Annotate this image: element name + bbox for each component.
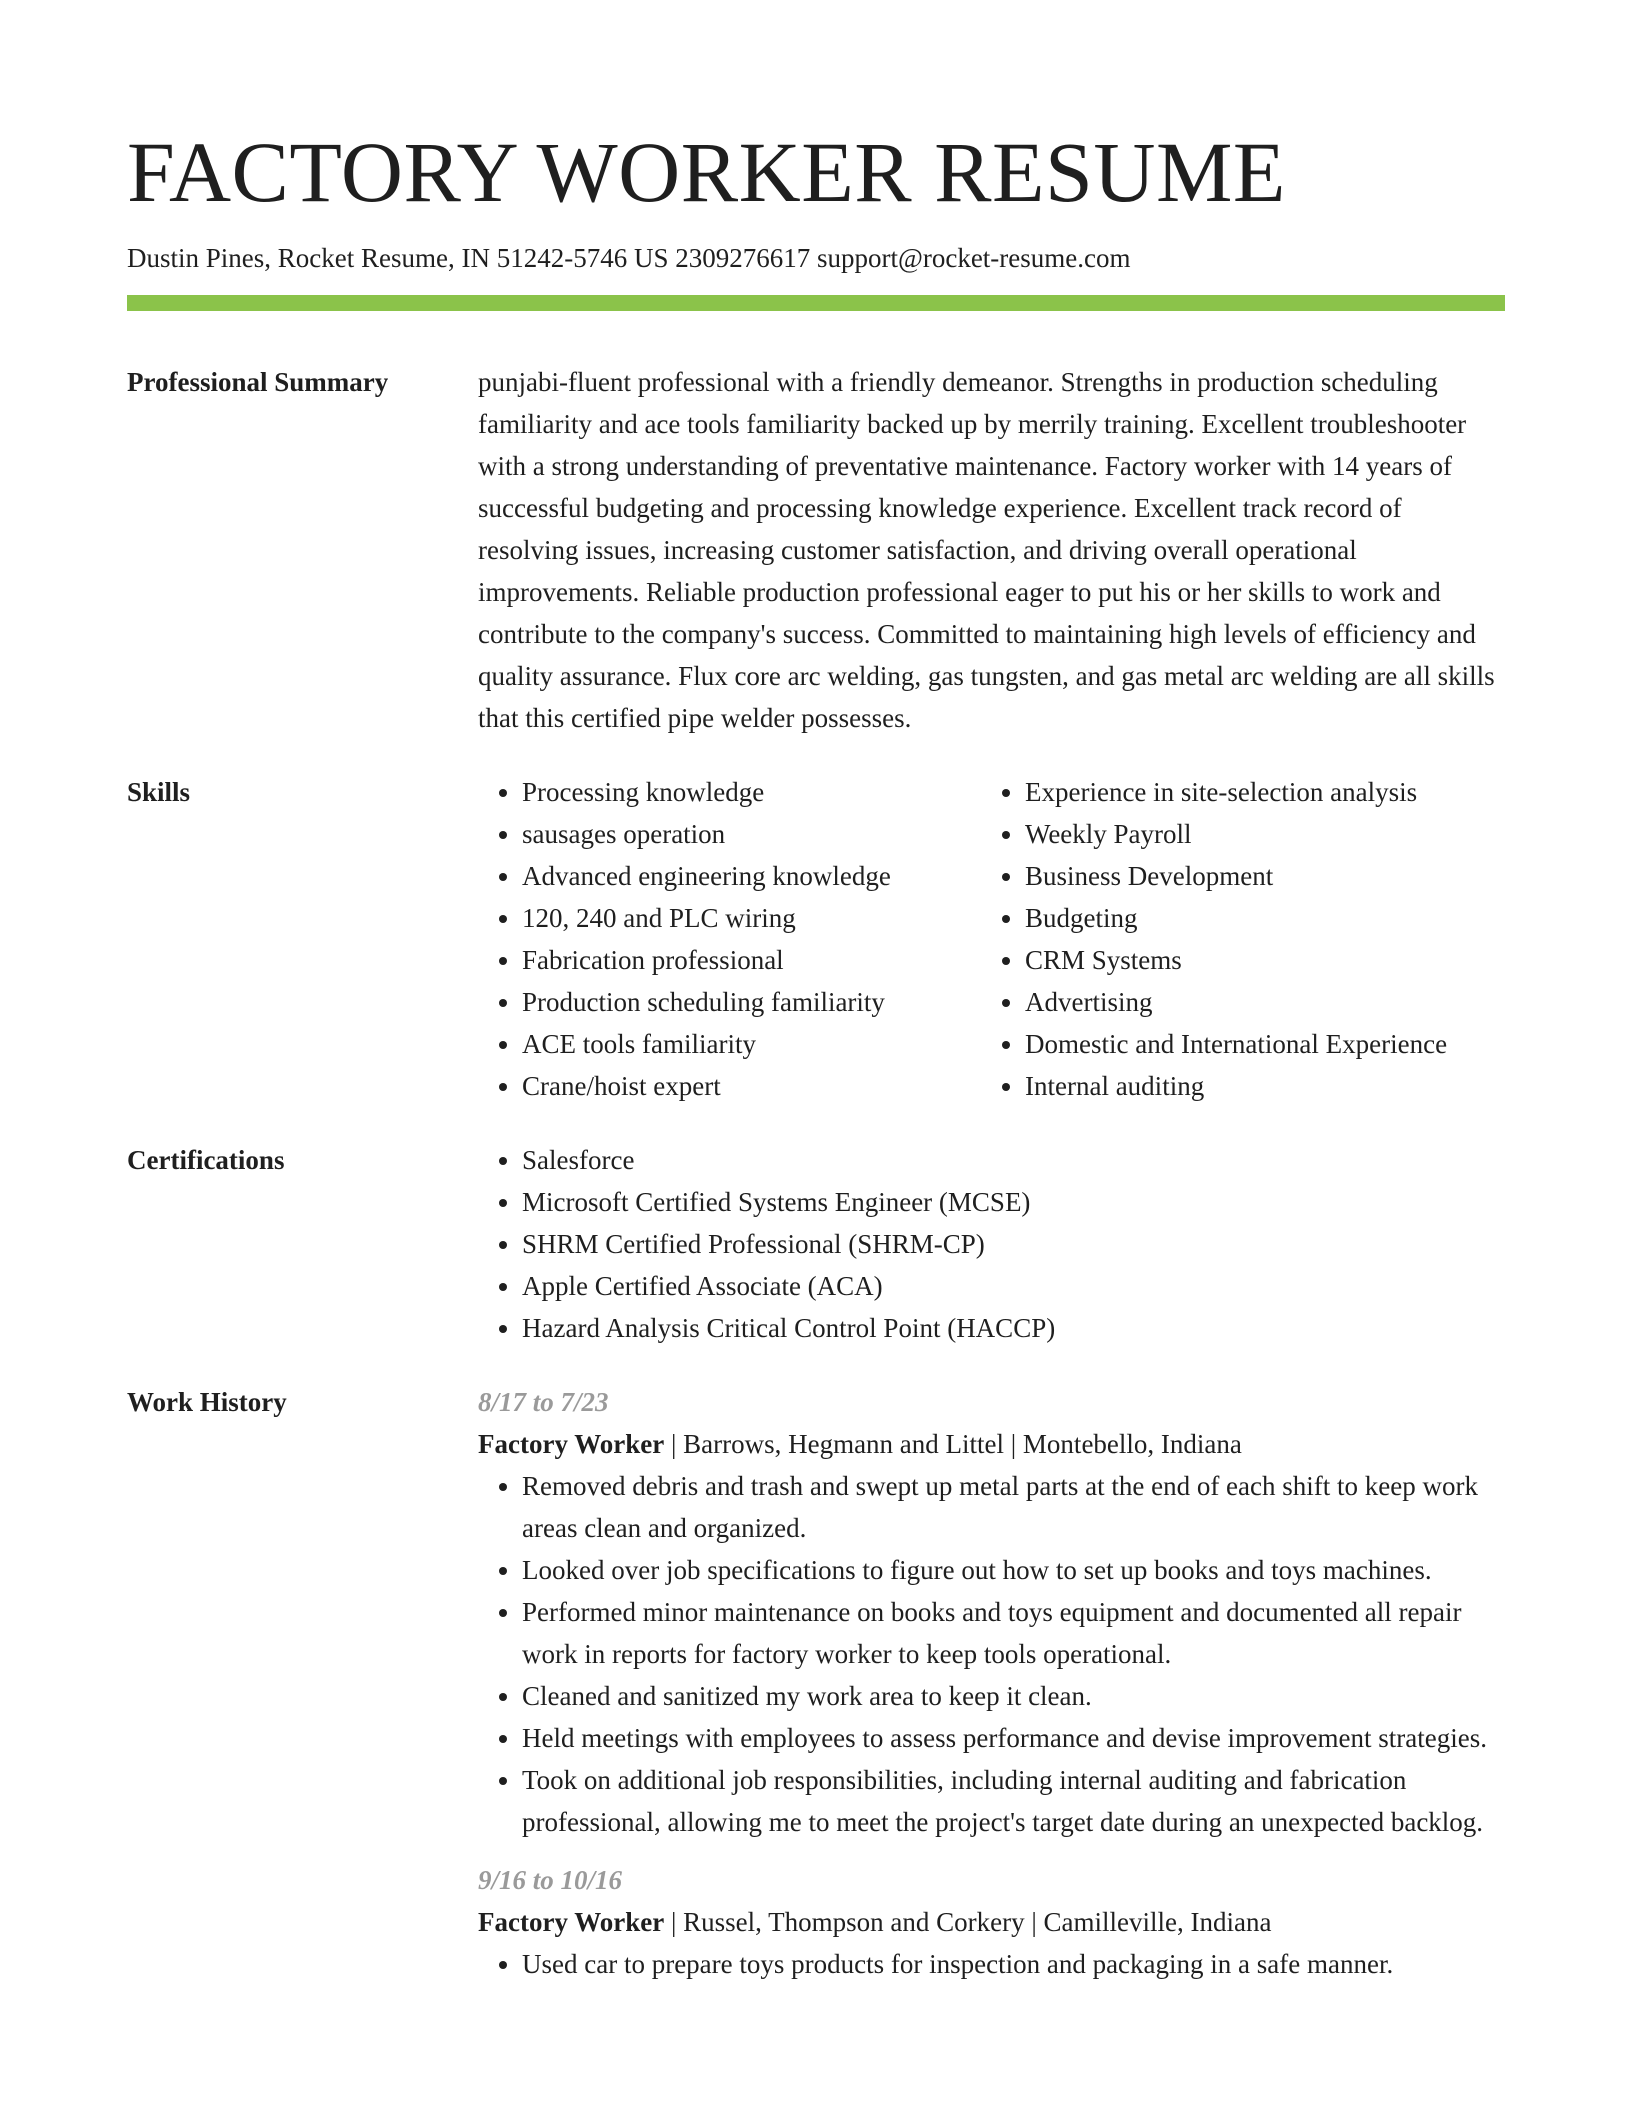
skill-item: • Domestic and International Experience: [1025, 1023, 1484, 1065]
certification-item: • Hazard Analysis Critical Control Point (HACCP): [522, 1307, 1505, 1349]
skills-column-left: [478, 771, 981, 1107]
responsibility-item: • Performed minor maintenance on books and toys equipment and documented all repair work in reports for factory worker to keep tools operational.: [522, 1591, 1505, 1675]
skill-item: • CRM Systems: [1025, 939, 1484, 981]
certification-item: • Microsoft Certified Systems Engineer (MCSE): [522, 1181, 1505, 1223]
certifications-body: [478, 1139, 1505, 1349]
skill-item: • ACE tools familiarity: [522, 1023, 981, 1065]
skill-item: • 120, 240 and PLC wiring: [522, 897, 981, 939]
job-entry: [478, 1859, 1505, 1985]
job-title: Factory Worker: [478, 1429, 665, 1459]
certifications-heading: Certifications: [127, 1145, 285, 1175]
job-dates: 8/17 to 7/23: [478, 1387, 609, 1417]
skill-item: • Advertising: [1025, 981, 1484, 1023]
responsibility-item: • Looked over job specifications to figure out how to set up books and toys machines.: [522, 1549, 1505, 1591]
skill-item: • Fabrication professional: [522, 939, 981, 981]
skills-list-left: [478, 771, 981, 1107]
skills-columns: [478, 771, 1505, 1107]
skill-item: • Weekly Payroll: [1025, 813, 1484, 855]
job-heading: [478, 1423, 1505, 1465]
summary-body: [478, 361, 1505, 739]
work-history-section: [127, 1381, 1505, 1985]
skills-list-right: [981, 771, 1484, 1107]
work-history-heading: Work History: [127, 1387, 287, 1417]
work-history-body: [478, 1381, 1505, 1985]
skill-item: • Advanced engineering knowledge: [522, 855, 981, 897]
skill-item: • Business Development: [1025, 855, 1484, 897]
certification-item: • Salesforce: [522, 1139, 1505, 1181]
skills-heading: Skills: [127, 777, 191, 807]
job-title: Factory Worker: [478, 1907, 665, 1937]
summary-text: punjabi-fluent professional with a friendly demeanor. Strengths in production scheduling familiarity and ace tools familiarity backed up by merrily training. Excellent troubleshooter with a strong understanding of preventative maintenance. Factory worker with 14 years of successful budgeting and processing knowledge experience. Excellent track record of resolving issues, increasing customer satisfaction, and driving overall operational improvements. Reliable production professional eager to put his or her skills to work and contribute to the company's success. Committed to maintaining high levels of efficiency and quality assurance. Flux core arc welding, gas tungsten, and gas metal arc welding are all skills that this certified pipe welder possesses.: [478, 367, 1495, 733]
job-entry: [478, 1381, 1505, 1843]
skills-column-right: [981, 771, 1484, 1107]
skill-item: • Crane/hoist expert: [522, 1065, 981, 1107]
skills-section: [127, 771, 1505, 1107]
job-heading: [478, 1901, 1505, 1943]
job-employer-location: | Barrows, Hegmann and Littel | Montebello, Indiana: [664, 1429, 1242, 1459]
responsibility-item: • Used car to prepare toys products for inspection and packaging in a safe manner.: [522, 1943, 1505, 1985]
responsibility-item: • Removed debris and trash and swept up metal parts at the end of each shift to keep work areas clean and organized.: [522, 1465, 1505, 1549]
skill-item: • Production scheduling familiarity: [522, 981, 981, 1023]
summary-heading: Professional Summary: [127, 367, 389, 397]
skill-item: • Experience in site-selection analysis: [1025, 771, 1484, 813]
skill-item: • sausages operation: [522, 813, 981, 855]
skill-item: • Internal auditing: [1025, 1065, 1484, 1107]
responsibility-item: • Took on additional job responsibilities, including internal auditing and fabrication professional, allowing me to meet the project's target date during an unexpected backlog.: [522, 1759, 1505, 1843]
accent-divider: [127, 295, 1505, 311]
certification-item: • SHRM Certified Professional (SHRM-CP): [522, 1223, 1505, 1265]
certifications-list: [478, 1139, 1505, 1349]
job-responsibilities: [478, 1943, 1505, 1985]
responsibility-item: • Cleaned and sanitized my work area to keep it clean.: [522, 1675, 1505, 1717]
job-dates: 9/16 to 10/16: [478, 1865, 623, 1895]
contact-line: Dustin Pines, Rocket Resume, IN 51242-5746 US 2309276617 support@rocket-resume.com: [127, 243, 1131, 273]
summary-section: [127, 361, 1505, 739]
resume-title: FACTORY WORKER RESUME: [127, 124, 1286, 220]
skill-item: • Processing knowledge: [522, 771, 981, 813]
responsibility-item: • Held meetings with employees to assess performance and devise improvement strategies.: [522, 1717, 1505, 1759]
job-responsibilities: [478, 1465, 1505, 1843]
certification-item: • Apple Certified Associate (ACA): [522, 1265, 1505, 1307]
certifications-section: [127, 1139, 1505, 1349]
job-employer-location: | Russel, Thompson and Corkery | Camilleville, Indiana: [664, 1907, 1272, 1937]
skill-item: • Budgeting: [1025, 897, 1484, 939]
